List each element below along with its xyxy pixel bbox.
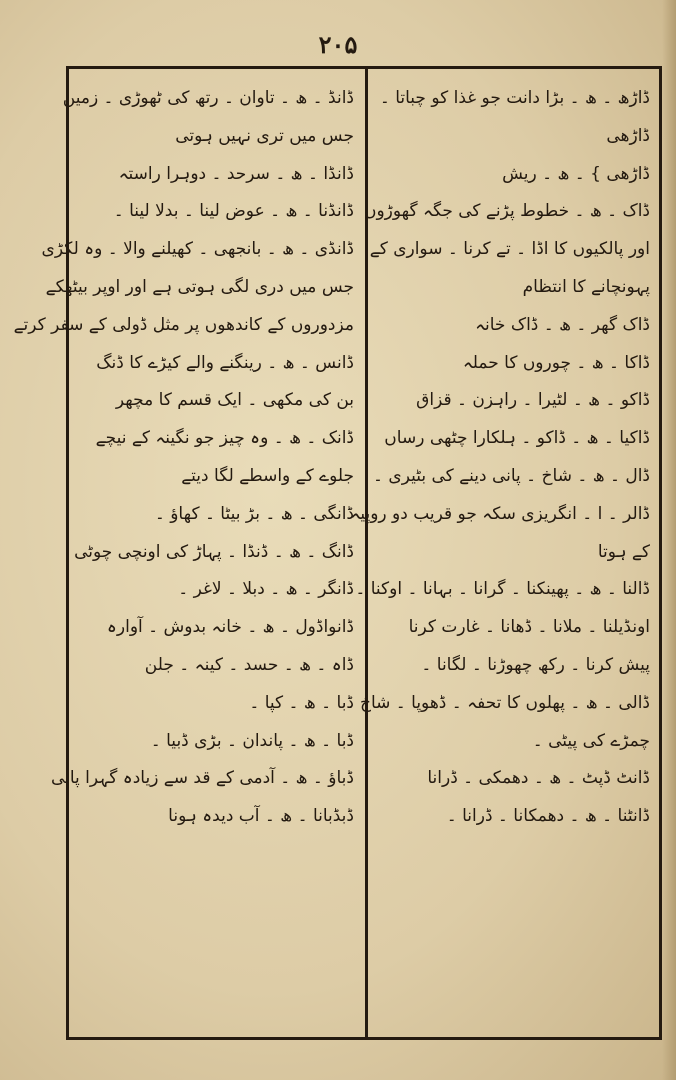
dictionary-entry-line: پہونچانے کا انتظام (522, 276, 650, 297)
dictionary-entry-line: پیش کرنا ۔ رکھ چھوڑنا ۔ لگانا ۔ (421, 654, 650, 675)
dictionary-entry-line: ڈاکیا ۔ ھ ۔ ڈاکو ۔ ہلکارا چٹھی رساں (384, 428, 650, 449)
dictionary-entry-line: جلوے کے واسطے لگا دیتے (181, 465, 354, 486)
dictionary-entry-line: بن کی مکھی ۔ ایک قسم کا مچھر (115, 390, 354, 411)
right-column (344, 80, 654, 1030)
dictionary-entry-line: مزدوروں کے کاندھوں پر مثل ڈولی کے سفر کرتے (13, 314, 354, 335)
left-column (13, 80, 360, 1030)
dictionary-entry-line: ڈاڑھی } ۔ ھ ۔ ریش (502, 163, 650, 184)
page-number: ۲۰۵ (318, 30, 358, 59)
dictionary-entry-line: ڈال ۔ ھ ۔ شاخ ۔ پانی دینے کی بٹیری ۔ (373, 465, 650, 486)
dictionary-entry-line: چمڑے کی پیٹی ۔ (532, 730, 650, 751)
dictionary-entry-line: ڈانٹنا ۔ ھ ۔ دھمکانا ۔ ڈرانا ۔ (446, 806, 650, 827)
dictionary-entry-line: ڈاک گھر ۔ ھ ۔ ڈاک خانہ (475, 314, 650, 335)
dictionary-entry-line: ڈانڈی ۔ ھ ۔ بانجھی ۔ کھیلنے والا ۔ وہ لکڑی (41, 239, 354, 260)
dictionary-entry-line: جس میں دری لگی ہوتی ہے اور اوپر بیٹھکے (45, 276, 354, 297)
dictionary-entry-line: ڈاڑھی (606, 125, 650, 146)
dictionary-entry-line: ڈانڈنا ۔ ھ ۔ عوض لینا ۔ بدلا لینا ۔ (113, 201, 354, 222)
dictionary-entry-line: ڈبا ۔ ھ ۔ پاندان ۔ بڑی ڈبیا ۔ (150, 730, 354, 751)
dictionary-entry-line: ڈانگر ۔ ھ ۔ دبلا ۔ لاغر ۔ (178, 579, 354, 600)
dictionary-entry-line: ڈانواڈول ۔ ھ ۔ خانہ بدوش ۔ آوارہ (106, 617, 354, 638)
dictionary-entry-line: ڈبا ۔ ھ ۔ کپا ۔ (249, 692, 354, 713)
dictionary-entry-line: ڈالر ۔ ا ۔ انگریزی سکہ جو قریب دو روپیہ (350, 503, 650, 524)
binding-edge (662, 0, 676, 1080)
dictionary-entry-line: ڈاکا ۔ ھ ۔ چوروں کا حملہ (462, 352, 650, 373)
dictionary-entry-line: ڈبڈبانا ۔ ھ ۔ آب دیدہ ہونا (168, 806, 354, 827)
dictionary-entry-line: ڈاکو ۔ ھ ۔ لٹیرا ۔ راہزن ۔ قزاق (416, 390, 650, 411)
dictionary-entry-line: ڈاک ۔ ھ ۔ خطوط پڑنے کی جگہ گھوڑوں (363, 201, 650, 222)
dictionary-entry-line: ڈانک ۔ ھ ۔ وہ چیز جو نگینہ کے نیچے (95, 428, 354, 449)
dictionary-entry-line: ڈالی ۔ ھ ۔ پھلوں کا تحفہ ۔ ڈھوپا ۔ شاخ ۔ (344, 692, 650, 713)
dictionary-entry-line: ڈانس ۔ ھ ۔ رینگنے والے کیڑے کا ڈنگ (96, 352, 354, 373)
dictionary-entry-line: ڈباؤ ۔ ھ ۔ آدمی کے قد سے زیادہ گہرا پانی (50, 768, 354, 789)
dictionary-entry-line: ڈانڈا ۔ ھ ۔ سرحد ۔ دوہرا راستہ (118, 163, 354, 184)
dictionary-entry-line: ڈانگ ۔ ھ ۔ ڈنڈا ۔ پہاڑ کی اونچی چوٹی (74, 541, 354, 562)
dictionary-entry-line: اور پالکیوں کا اڈا ۔ تے کرنا ۔ سواری کے (369, 239, 650, 260)
dictionary-entry-line: ڈالنا ۔ ھ ۔ پھینکنا ۔ گرانا ۔ بہانا ۔ اوکنا ۔ (355, 579, 650, 600)
dictionary-entry-line: کے ہوتا (597, 541, 650, 562)
dictionary-entry-line: ڈانٹ ڈپٹ ۔ ھ ۔ دھمکی ۔ ڈرانا (427, 768, 650, 789)
dictionary-entry-line: اونڈیلنا ۔ ملانا ۔ ڈھانا ۔ غارت کرنا (408, 617, 650, 638)
dictionary-entry-line: جس میں تری نہیں ہوتی (175, 125, 354, 146)
dictionary-entry-line: ڈانڈ ۔ ھ ۔ تاوان ۔ رتھ کی ٹھوڑی ۔ زمین (62, 88, 354, 108)
dictionary-entry-line: ڈاڑھ ۔ ھ ۔ بڑا دانت جو غذا کو چباتا ۔ (379, 88, 650, 108)
dictionary-entry-line: ڈاہ ۔ ھ ۔ حسد ۔ کینہ ۔ جلن (144, 654, 354, 675)
dictionary-entry-line: ڈانگی ۔ ھ ۔ بڑ بیٹا ۔ کھاؤ ۔ (154, 503, 354, 524)
